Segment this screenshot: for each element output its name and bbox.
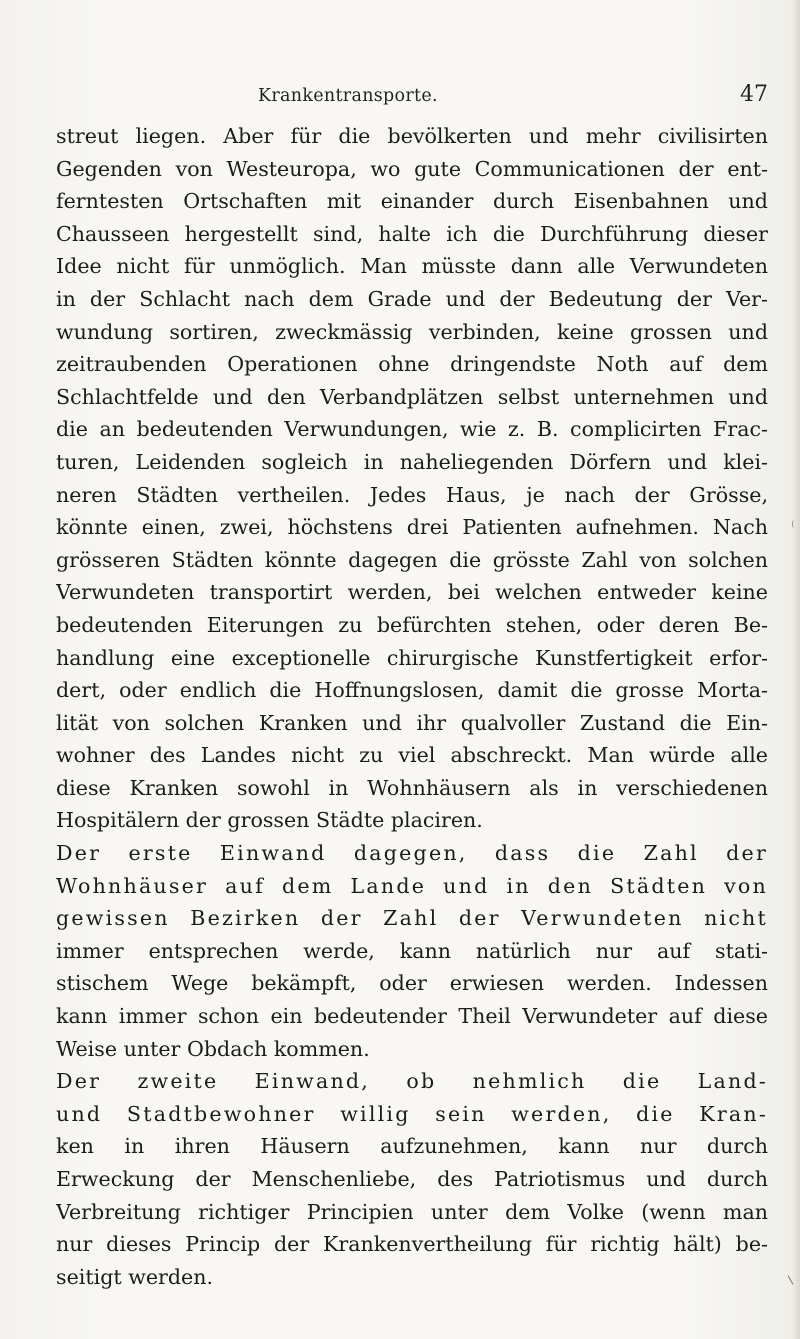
text-line: turen, Leidenden sogleich in naheliegenden Dörfern und klei- (56, 449, 768, 474)
text-line: Erweckung der Menschenliebe, des Patriotismus und durch (56, 1167, 768, 1191)
paragraph-end-line: seitigt werden. (56, 1264, 214, 1289)
text-line: bedeutenden Eiterungen zu befürchten stehen, oder deren Be- (56, 612, 768, 637)
text-line: grösseren Städten könnte dagegen die grösste Zahl von solchen (56, 547, 768, 572)
text-line: Schlachtfelde und den Verbandplätzen selbst unternehmen und (56, 384, 768, 409)
page-edge-shadow (792, 0, 800, 1339)
text-line: die an bedeutenden Verwundungen, wie z. B. complicirten Frac- (56, 417, 768, 442)
spaced-text-line: Der zweite Einwand, ob nehmlich die Land- (56, 1069, 768, 1094)
text-line: ken in ihren Häusern aufzunehmen, kann nur durch (56, 1134, 768, 1159)
running-title: Krankentransporte. (258, 86, 438, 106)
text-line: Verwundeten transportirt werden, bei welchen entweder keine (56, 580, 768, 605)
text-line: immer entsprechen werde, kann natürlich nur auf stati- (56, 938, 768, 963)
text-line: stischem Wege bekämpft, oder erwiesen werden. Indessen (56, 971, 768, 996)
text-line: nur dieses Princip der Krankenvertheilung für richtig hält) be- (56, 1232, 768, 1257)
text-line: kann immer schon ein bedeutender Theil Verwundeter auf diese (56, 1004, 768, 1029)
text-line: ferntesten Ortschaften mit einander durch Eisenbahnen und (56, 189, 768, 214)
text-line: diese Kranken sowohl in Wohnhäusern als in verschiedenen (56, 775, 768, 800)
page-header (258, 82, 768, 116)
text-line: zeitraubenden Operationen ohne dringendste Noth auf dem (56, 352, 768, 377)
text-line: neren Städten vertheilen. Jedes Haus, je nach der Grösse, (56, 482, 768, 507)
body-text (56, 120, 768, 1293)
margin-mark (792, 520, 797, 528)
text-line: lität von solchen Kranken und ihr qualvoller Zustand die Ein- (56, 710, 768, 735)
text-line: wohner des Landes nicht zu viel abschreckt. Man würde alle (56, 743, 768, 768)
spaced-text-line: gewissen Bezirken der Zahl der Verwundeten nicht (56, 906, 768, 931)
text-line: Chausseen hergestellt sind, halte ich die Durchführung dieser (56, 221, 768, 246)
paragraph-end-line: Weise unter Obdach kommen. (56, 1036, 370, 1061)
spaced-text-line: Wohnhäuser auf dem Lande und in den Städten von (56, 873, 768, 898)
text-line: streut liegen. Aber für die bevölkerten und mehr civilisirten (56, 124, 768, 148)
text-line: handlung eine exceptionelle chirurgische Kunstfertigkeit erfor- (56, 645, 768, 670)
page-number: 47 (740, 82, 768, 107)
spaced-text-line: und Stadtbewohner willig sein werden, die Kran- (56, 1101, 768, 1126)
text-line: dert, oder endlich die Hoffnungslosen, damit die grosse Morta- (56, 678, 768, 703)
text-line: wundung sortiren, zweckmässig verbinden, keine grossen und (56, 319, 768, 344)
text-line: Gegenden von Westeuropa, wo gute Communicationen der ent- (56, 156, 768, 181)
text-line: in der Schlacht nach dem Grade und der Bedeutung der Ver- (56, 286, 768, 311)
text-line: könnte einen, zwei, höchstens drei Patienten aufnehmen. Nach (56, 515, 768, 540)
text-line: Verbreitung richtiger Principien unter dem Volke (wenn man (56, 1199, 768, 1224)
text-line: Idee nicht für unmöglich. Man müsste dann alle Verwundeten (56, 254, 768, 279)
paragraph-end-line: Hospitälern der grossen Städte placiren. (56, 808, 483, 833)
spaced-text-line: Der erste Einwand dagegen, dass die Zahl der (56, 841, 768, 866)
